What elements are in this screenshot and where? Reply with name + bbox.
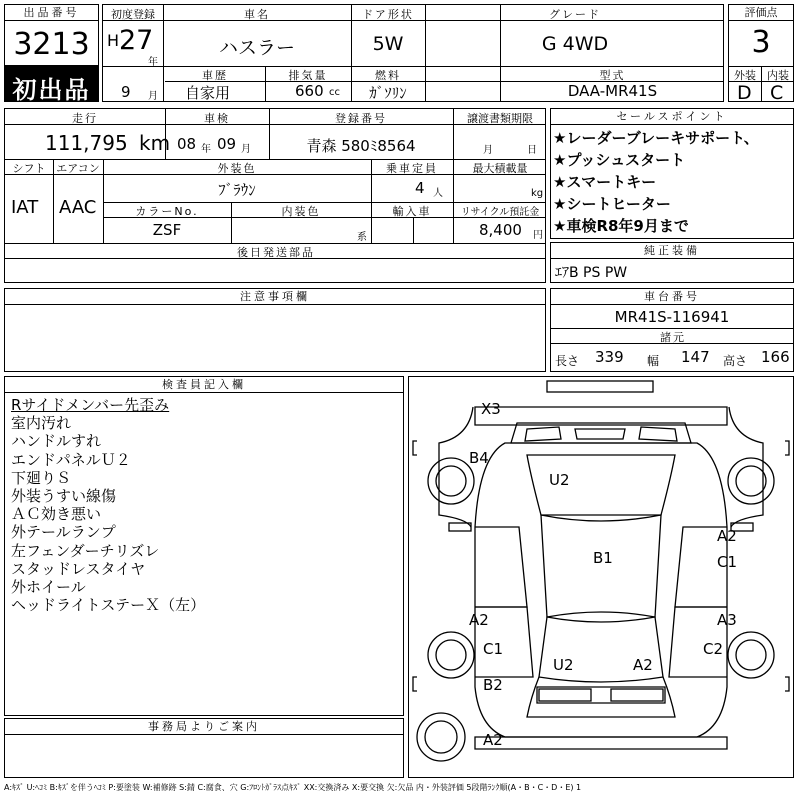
sales-point: ★レーダーブレーキサポート、 bbox=[553, 129, 759, 147]
inspector-box bbox=[4, 376, 404, 716]
sales-points-list bbox=[553, 127, 793, 237]
damage-mark-a2-rear: A2 bbox=[633, 656, 653, 674]
damage-mark-a2-right-front: A2 bbox=[717, 527, 737, 545]
vehicle-detail-table bbox=[4, 108, 546, 283]
width: 147 bbox=[681, 348, 710, 366]
damage-mark-u2-rear: U2 bbox=[553, 656, 574, 674]
inspector-line: 外装うすい線傷 bbox=[11, 487, 117, 506]
displacement: 660 bbox=[295, 82, 324, 100]
first-listing-text: 初出品 bbox=[12, 76, 91, 104]
transfer-day: 日 bbox=[527, 145, 537, 156]
width-label: 幅 bbox=[647, 354, 660, 368]
int-color-unit: 系 bbox=[357, 232, 367, 243]
era: H bbox=[107, 31, 120, 50]
damage-mark-c1-right: C1 bbox=[717, 553, 738, 571]
fuel: ｶﾞｿﾘﾝ bbox=[369, 84, 407, 102]
damage-mark-b4: B4 bbox=[469, 449, 489, 467]
mileage-unit: km bbox=[139, 131, 171, 155]
reg-year-unit: 年 bbox=[148, 57, 158, 68]
chassis-label: 車台番号 bbox=[551, 289, 793, 305]
specs-label: 諸元 bbox=[660, 331, 686, 344]
displacement-unit: cc bbox=[329, 87, 340, 98]
inspection-month: 09 bbox=[217, 135, 237, 153]
inspector-line: 室内汚れ bbox=[11, 414, 72, 433]
recycle-label: リサイクル預託金 bbox=[460, 207, 540, 218]
load-unit: kg bbox=[531, 188, 544, 199]
door-label: ドア形状 bbox=[362, 8, 414, 21]
inspector-line: ハンドルすれ bbox=[11, 432, 102, 451]
grade: G 4WD bbox=[541, 33, 609, 55]
fuel-label: 燃料 bbox=[375, 69, 401, 82]
damage-mark-b2: B2 bbox=[483, 676, 503, 694]
header-table bbox=[102, 4, 724, 102]
legend: A:ｷｽﾞ U:ﾍｺﾐ B:ｷｽﾞを伴うﾍｺﾐ P:要塗装 W:補修跡 S:錆 C:腐食、穴 G:ﾌﾛﾝﾄｶﾞﾗｽ点ｷｽﾞ XX:交換済み X:要交換 欠:欠品 内・外装評価 5段階ﾗﾝｸ順(A・B・C・D・E) 1 bbox=[4, 783, 582, 792]
damage-mark-x3: X3 bbox=[481, 400, 501, 418]
damage-mark-b1: B1 bbox=[593, 549, 613, 567]
transfer-month: 月 bbox=[483, 145, 493, 156]
lot-number: 3213 bbox=[13, 27, 90, 62]
inspector-line: 左フェンダーチリズレ bbox=[11, 541, 160, 560]
equipment: ｴｱB PS PW bbox=[555, 265, 628, 281]
damage-mark-a3: A3 bbox=[717, 611, 737, 629]
office-label: 事務局よりご案内 bbox=[5, 719, 403, 735]
capacity-label: 乗車定員 bbox=[386, 162, 438, 175]
length: 339 bbox=[595, 348, 624, 366]
car-name: ハスラー bbox=[218, 37, 295, 59]
displacement-label: 排気量 bbox=[288, 69, 328, 82]
inspector-line: エンドパネルＵ２ bbox=[11, 450, 131, 469]
import-label: 輸入車 bbox=[392, 205, 432, 218]
later-parts-label: 後日発送部品 bbox=[237, 246, 315, 259]
color-no-label: カラーNo. bbox=[135, 205, 199, 218]
inspector-line: ヘッドライトステーＸ（左） bbox=[11, 596, 206, 615]
aircon: AAC bbox=[59, 197, 97, 218]
model-type: DAA-MR41S bbox=[567, 82, 658, 100]
grade-label: グレード bbox=[549, 8, 601, 21]
inspection-label: 車検 bbox=[204, 112, 230, 125]
lot-number-label: 出品番号 bbox=[5, 5, 98, 21]
aircon-label: エアコン bbox=[56, 162, 100, 175]
notes-label: 注意事項欄 bbox=[5, 289, 545, 305]
inspector-lines bbox=[11, 396, 205, 614]
sales-points-box bbox=[550, 108, 794, 239]
shift-label: シフト bbox=[12, 162, 46, 175]
inspector-line: 下廻りＳ bbox=[11, 468, 72, 487]
transfer-doc-label: 譲渡書類期限 bbox=[467, 112, 533, 125]
lot-number-box bbox=[4, 4, 99, 66]
height: 166 bbox=[761, 348, 790, 366]
inspector-label: 検査員記入欄 bbox=[5, 377, 403, 393]
inspection-month-unit: 月 bbox=[241, 144, 251, 155]
first-listing-badge bbox=[4, 66, 99, 102]
damage-mark-a2-bottom: A2 bbox=[483, 731, 503, 749]
inspector-line: スタッドレスタイヤ bbox=[11, 559, 146, 578]
notes-box bbox=[4, 288, 546, 372]
score-table bbox=[728, 4, 794, 102]
plate-label: 登録番号 bbox=[335, 112, 387, 125]
capacity-unit: 人 bbox=[433, 188, 443, 199]
score-label: 評価点 bbox=[729, 5, 793, 21]
int-color-label: 内装色 bbox=[281, 205, 321, 218]
recycle-unit: 円 bbox=[533, 230, 543, 241]
int-grade: C bbox=[770, 82, 784, 104]
inspector-line: 外ホイール bbox=[11, 578, 86, 597]
sales-point: ★車検R8年9月まで bbox=[553, 217, 689, 235]
ext-color-label: 外装色 bbox=[217, 162, 257, 175]
reg-date-label: 初度登録 bbox=[111, 8, 155, 21]
office-box bbox=[4, 718, 404, 778]
ext-grade: D bbox=[737, 82, 752, 104]
damage-mark-a2-left: A2 bbox=[469, 611, 489, 629]
sales-point: ★スマートキー bbox=[553, 173, 657, 191]
color-no: ZSF bbox=[152, 221, 182, 239]
inspector-line: 外テールランプ bbox=[11, 523, 116, 542]
max-load-label: 最大積載量 bbox=[472, 162, 528, 175]
door-shape: 5W bbox=[372, 33, 404, 55]
chassis-box bbox=[550, 288, 794, 372]
recycle-fee: 8,400 bbox=[479, 221, 522, 239]
capacity: 4 bbox=[415, 179, 425, 197]
ext-color: ﾌﾞﾗｳﾝ bbox=[218, 181, 256, 199]
inspection-year-unit: 年 bbox=[201, 144, 211, 155]
damage-diagram-box bbox=[408, 376, 794, 778]
sales-point: ★プッシュスタート bbox=[553, 151, 686, 169]
equipment-box bbox=[550, 242, 794, 283]
height-label: 高さ bbox=[723, 354, 748, 368]
sales-points-label: セールスポイント bbox=[551, 109, 793, 125]
car-name-label: 車名 bbox=[244, 8, 270, 21]
mileage: 111,795 bbox=[45, 131, 128, 155]
inspection-year: 08 bbox=[177, 135, 197, 153]
ext-grade-label: 外装 bbox=[734, 69, 756, 82]
car-history: 自家用 bbox=[185, 84, 231, 102]
int-grade-label: 内装 bbox=[767, 69, 789, 82]
inspector-line: Rサイドメンバー先歪み bbox=[11, 396, 170, 414]
reg-month-unit: 月 bbox=[148, 91, 158, 102]
equipment-label: 純正装備 bbox=[551, 243, 793, 259]
inspector-line: ＡＣ効き悪い bbox=[11, 505, 102, 524]
chassis-number: MR41S-116941 bbox=[614, 308, 730, 326]
plate-number: 青森 580ﾐ8564 bbox=[306, 137, 416, 155]
model-label: 型式 bbox=[599, 69, 626, 82]
damage-mark-u2-front: U2 bbox=[549, 471, 570, 489]
car-diagram bbox=[409, 377, 793, 777]
damage-mark-c2: C2 bbox=[703, 640, 724, 658]
shift: IAT bbox=[11, 197, 39, 218]
reg-year: 27 bbox=[119, 25, 154, 56]
sales-point: ★シートヒーター bbox=[553, 195, 671, 213]
damage-mark-c1-left: C1 bbox=[483, 640, 504, 658]
reg-month: 9 bbox=[121, 83, 131, 101]
history-label: 車歴 bbox=[202, 69, 228, 82]
length-label: 長さ bbox=[555, 354, 580, 368]
score: 3 bbox=[751, 25, 771, 60]
mileage-label: 走行 bbox=[72, 112, 98, 125]
